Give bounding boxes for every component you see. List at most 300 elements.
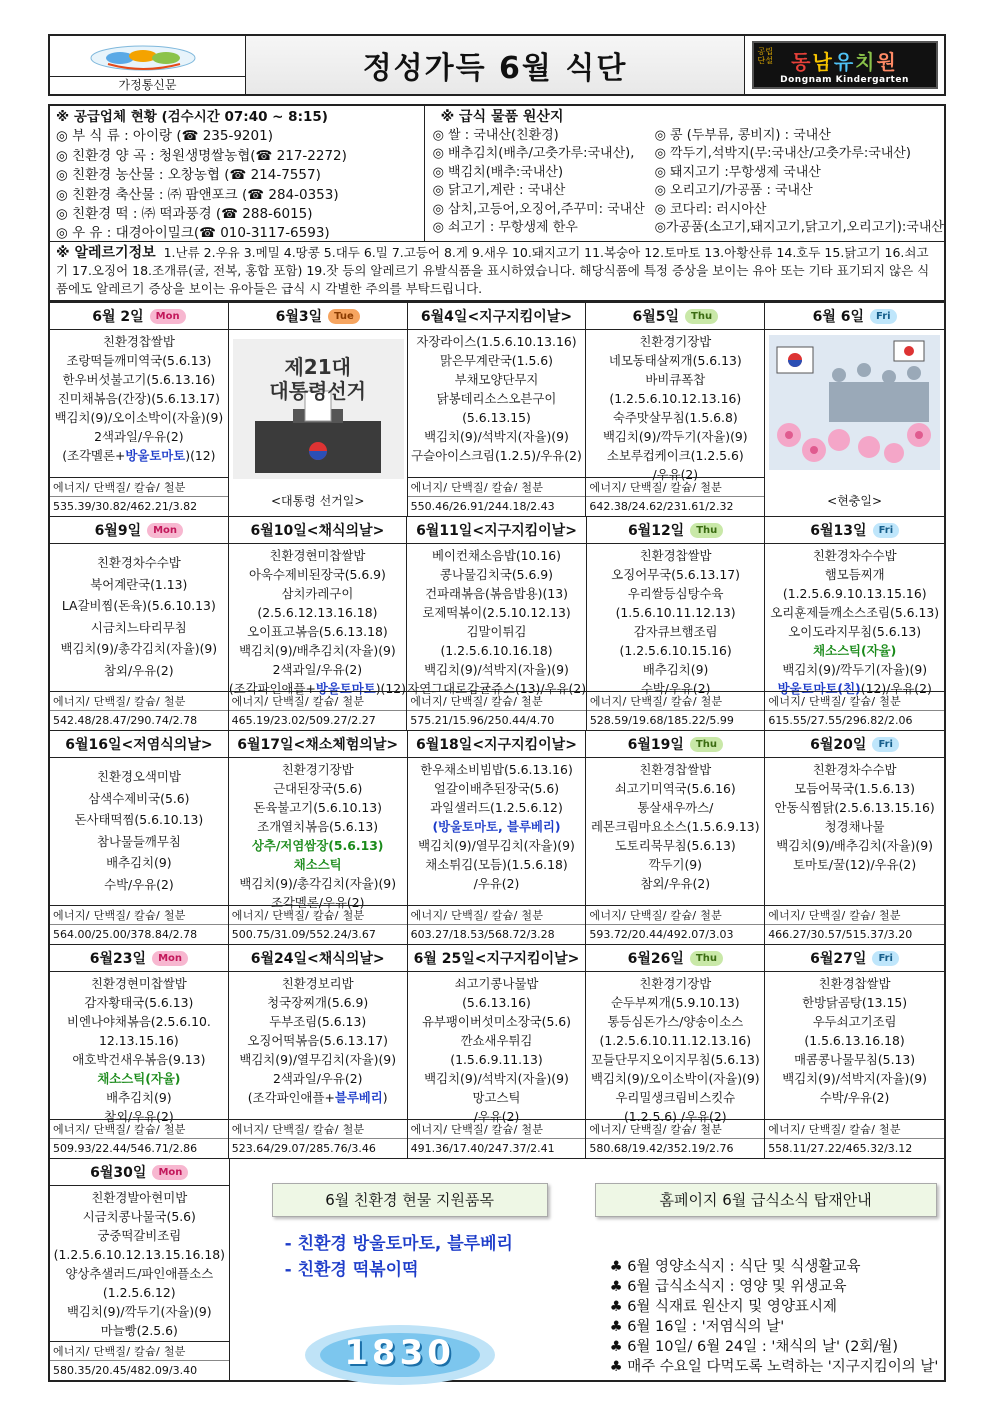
nutrition-info	[50, 691, 228, 731]
day-cell	[765, 517, 944, 731]
week-row	[50, 302, 944, 516]
menu-item: 깍두기(9)	[648, 857, 703, 872]
menu-item: 수박/우유(2)	[104, 876, 174, 892]
kindergarten-english-name: Dongnam Kindergarten	[780, 74, 909, 85]
menu-item: 안동식찜닭(2.5.6.13.15.16)	[774, 800, 935, 815]
menu-item: 근대된장국(5.6)	[273, 781, 363, 796]
menu-item: 백김치(9)/깍두기(자율)(9)	[66, 1304, 212, 1319]
nutrition-label: 에너지/ 단백질/ 칼슘/ 철분	[408, 478, 586, 497]
menu-grid	[48, 302, 946, 1382]
origin-item: ◎가공품(소고기,돼지고기,닭고기,오리고기):국내산	[654, 220, 944, 235]
menu-item: 친환경현미찹쌀밥	[269, 548, 366, 563]
day-cell	[50, 517, 229, 731]
day-cell	[408, 303, 587, 517]
nutrition-values: 593.72/20.44/492.07/3.03	[589, 928, 734, 941]
day-header	[229, 517, 407, 544]
menu-item: LA갈비찜(돈육)(5.6.10.13)	[61, 598, 216, 613]
menu-list	[229, 330, 407, 332]
nutrition-label: 에너지/ 단백질/ 칼슘/ 철분	[765, 1120, 944, 1139]
menu-text-part: (조각파인애플+	[228, 681, 316, 696]
nutrition-label: 에너지/ 단백질/ 칼슘/ 철분	[229, 1120, 407, 1139]
day-header	[765, 731, 944, 758]
menu-item: /우유(2)	[473, 1109, 520, 1124]
origin-list	[425, 106, 944, 241]
origin-item: ◎ 쇠고기 : 무항생제 한우	[432, 220, 578, 235]
menu-item: 오징어떡볶음(5.6.13.17)	[247, 1033, 388, 1048]
day-cell	[587, 517, 766, 731]
weekday-badge: Mon	[152, 1165, 188, 1180]
menu-item: 친환경발아현미밥	[91, 1190, 188, 1205]
menu-list	[765, 972, 944, 1107]
weekday-badge: Mon	[147, 523, 183, 538]
weekday-badge: Mon	[152, 951, 188, 966]
menu-item: 한우버섯불고기(5.6.13.16)	[62, 372, 216, 387]
menu-item: 애호박건새우볶음(9.13)	[72, 1052, 206, 1067]
page-title: 정성가득 6월 식단	[246, 36, 744, 94]
origin-item: ◎ 돼지고기 :무항생제 국내산	[654, 164, 821, 180]
menu-list	[50, 758, 228, 895]
menu-list	[586, 972, 764, 1126]
day-cell	[765, 945, 944, 1159]
menu-item: 통살새우까스/	[637, 800, 714, 815]
day-cell	[765, 731, 944, 945]
nutrition-info	[408, 905, 586, 945]
nutrition-values: 580.68/19.42/352.19/2.76	[589, 1142, 734, 1155]
menu-item: 친환경기장밥	[281, 762, 354, 777]
day-date: 6월24일<채식의날>	[250, 951, 385, 967]
day-header	[765, 517, 944, 544]
menu-item: (5.6.13.16)	[462, 995, 531, 1010]
day-date: 6월13일	[810, 523, 867, 539]
day-date: 6월11일<지구지킴이날>	[416, 523, 577, 539]
menu-item: 친환경오색미밥	[97, 769, 181, 784]
menu-item: 과일샐러드(1.2.5.6.12)	[430, 800, 563, 815]
day-header	[587, 517, 765, 544]
day-date: 6월10일<채식의날>	[250, 523, 385, 539]
kindergarten-name: 동남유치원	[791, 49, 898, 74]
menu-item: 참나물들깨무침	[97, 833, 181, 849]
day-date: 6월19일	[627, 737, 684, 753]
menu-item: 백김치(9)/배추김치(자율)(9)	[776, 838, 933, 853]
menu-item: 닭봉데리소스오븐구이	[436, 391, 557, 406]
day-date: 6월18일<지구지킴이날>	[416, 737, 577, 753]
origin-item: ◎ 쌀 : 국내산(친환경)	[432, 127, 559, 143]
nutrition-values: 580.35/20.45/482.09/3.40	[53, 1364, 198, 1377]
day-date: 6월12일	[627, 523, 685, 539]
menu-item: 양상추샐러드/파인애플소스	[65, 1266, 214, 1281]
menu-text-part: )(12)	[375, 681, 406, 696]
day-header	[50, 517, 228, 544]
menu-item: 조각멜론/우유(2)	[270, 895, 365, 910]
menu-item: 친환경차수수밥	[812, 548, 897, 563]
day-header	[50, 1159, 229, 1186]
day-cell	[229, 731, 408, 945]
menu-item: 건파래볶음(볶음밥용)(13)	[425, 586, 568, 601]
menu-list	[408, 330, 586, 465]
weekday-badge: Fri	[870, 309, 897, 324]
supplier-line: ◎ 친환경 농산물 : 오창농협 (☎ 214-7557)	[56, 167, 321, 184]
weekday-badge: Thu	[685, 309, 718, 324]
menu-item: 햄모듬찌개	[824, 567, 885, 582]
menu-list	[407, 544, 586, 698]
menu-item: 베이컨채소음밥(10.16)	[432, 548, 561, 563]
nutrition-label: 에너지/ 단백질/ 칼슘/ 철분	[407, 692, 586, 711]
kindergarten-logo	[752, 41, 938, 89]
notice-item: ♣ 6월 16일 : '저염식의 날'	[609, 1319, 785, 1335]
menu-item: 오이표고볶음(5.6.13.18)	[247, 624, 388, 639]
notice-item: ♣ 매주 수요일 다먹도록 노력하는 '지구지킴이의 날'	[609, 1359, 939, 1375]
notice-item: ♣ 6월 급식소식지 : 영양 및 위생교육	[609, 1279, 847, 1295]
election-title: 제21대	[284, 355, 351, 379]
menu-item: 한우채소비빔밥(5.6.13.16)	[420, 762, 573, 777]
day-header	[229, 303, 407, 330]
allergy-title: ※ 알레르기정보	[56, 245, 156, 261]
nutrition-info	[229, 691, 407, 731]
menu-item-extra	[229, 1088, 407, 1107]
day-cell	[586, 731, 765, 945]
menu-item: 우리쌀등심탕수육	[627, 586, 724, 601]
menu-item: 돈사태떡찜(5.6.10.13)	[74, 812, 204, 827]
menu-item: (1.5.6.9.11.13)	[450, 1052, 543, 1067]
day-header	[586, 303, 764, 330]
nutrition-values: 528.59/19.68/185.22/5.99	[589, 714, 734, 727]
menu-item: 도토리묵무침(5.6.13)	[614, 838, 736, 853]
menu-item: 2색과일/우유(2)	[94, 429, 184, 444]
menu-list	[408, 972, 586, 1126]
day-date: 6월27일	[810, 951, 867, 967]
menu-item: 참외/우유(2)	[640, 876, 711, 891]
supplier-list	[50, 106, 425, 241]
menu-item: 매콤콩나물무침(5.13)	[794, 1052, 916, 1067]
menu-item: 맑은무계란국(1.5.6)	[439, 353, 553, 368]
menu-item-highlight: 상추/저염쌈장(5.6.13)	[251, 838, 384, 853]
menu-item: 친환경찹쌀밥	[818, 976, 891, 991]
eco-support-list	[285, 1231, 513, 1283]
origin-item: ◎ 백김치(배추:국내산)	[432, 164, 564, 180]
menu-list	[586, 758, 764, 893]
day-cell	[408, 945, 587, 1159]
day-cell	[408, 731, 587, 945]
origin-row	[433, 182, 944, 201]
day-header	[229, 731, 407, 758]
menu-item: (1.2.5.6) /우유(2)	[623, 1109, 727, 1124]
menu-item: 바비큐폭찹	[645, 372, 706, 387]
eco-item: - 친환경 떡볶이떡	[284, 1260, 419, 1280]
menu-list	[765, 758, 944, 874]
menu-item: 백김치(9)/석박지(자율)(9)	[424, 1071, 569, 1086]
weekday-badge: Thu	[690, 737, 723, 752]
info-section	[48, 104, 946, 302]
day-date: 6월4일<지구지킴이날>	[420, 309, 573, 325]
day-header	[765, 945, 944, 972]
menu-item: 로제떡볶이(2.5.10.12.13)	[422, 605, 571, 620]
menu-item: 백김치(9)/배추김치(자율)(9)	[239, 643, 396, 658]
menu-text-part: (조각멜론+	[62, 448, 126, 463]
origin-item: ◎ 오리고기/가공품 : 국내산	[654, 183, 813, 198]
menu-list	[229, 972, 407, 1107]
nutrition-values: 466.27/30.57/515.37/3.20	[768, 928, 913, 941]
menu-item: 자장라이스(1.5.6.10.13.16)	[416, 334, 577, 349]
nutrition-info	[765, 1119, 944, 1159]
nutrition-label: 에너지/ 단백질/ 칼슘/ 철분	[587, 692, 765, 711]
menu-item: 한방닭곰탕(13.15)	[802, 995, 908, 1010]
menu-item: (1.2.5.6.10.11.12.13.16)	[599, 1033, 752, 1048]
day-date: 6월17일<채소체험의날>	[237, 737, 399, 753]
menu-item: (1.2.5.6.10.15.16)	[619, 643, 732, 658]
day-date: 6월26일	[627, 951, 684, 967]
origin-item: ◎ 배추김치(배추/고춧가루:국내산),	[432, 146, 635, 161]
week-row	[50, 516, 944, 730]
weekday-badge: Fri	[872, 737, 899, 752]
menu-item: 백김치(9)/오이소박이(자율)(9)	[54, 410, 224, 425]
menu-item: 삼치카레구이	[281, 586, 354, 601]
origin-row	[433, 219, 944, 238]
menu-list	[765, 330, 944, 332]
menu-item: 삼색수제비국(5.6)	[88, 790, 190, 806]
day-header	[50, 303, 228, 330]
menu-item: 돈육불고기(5.6.10.13)	[253, 800, 383, 815]
menu-item: 북어계란국(1.13)	[90, 576, 188, 592]
nutrition-label: 에너지/ 단백질/ 칼슘/ 철분	[408, 906, 586, 925]
menu-item: 쇠고기콩나물밥	[454, 976, 539, 991]
menu-list	[229, 544, 407, 698]
menu-item: (1.2.5.6.9.10.13.15.16)	[782, 586, 927, 601]
nutrition-values: 642.38/24.62/231.61/2.32	[589, 500, 734, 513]
nutrition-label: 에너지/ 단백질/ 칼슘/ 철분	[50, 906, 228, 925]
menu-item: 네모동태살찌개(5.6.13)	[608, 353, 742, 368]
menu-item: 숙주맛살무침(1.5.6.8)	[612, 410, 738, 425]
nutrition-info	[586, 905, 764, 945]
origin-row	[433, 145, 944, 164]
nutrition-info	[50, 477, 228, 517]
nutrition-values: 615.55/27.55/296.82/2.06	[768, 714, 913, 727]
menu-item: (5.6.13.15)	[462, 410, 531, 425]
menu-item: 우두쇠고기조림	[812, 1014, 897, 1029]
day-date: 6월30일	[90, 1165, 147, 1181]
menu-item: (2.5.6.12.13.16.18)	[257, 605, 378, 620]
day-date: 6월 6일	[812, 309, 864, 325]
menu-item: 채소튀김(모듬)(1.5.6.18)	[425, 857, 568, 872]
origin-item: ◎ 콩 (두부류, 콩비지) : 국내산	[654, 127, 831, 143]
menu-item: 부채모양단무지	[454, 372, 539, 387]
nutrition-info	[50, 905, 228, 945]
day-cell	[765, 303, 944, 517]
day-date: 6월3일	[275, 309, 323, 325]
menu-text-part: 방울토마토	[315, 681, 376, 696]
menu-item: 백김치(9)/총각김치(자율)(9)	[239, 876, 397, 891]
menu-item: 유부팽이버섯미소장국(5.6)	[421, 1014, 572, 1029]
school-logo-icon	[88, 44, 198, 72]
day-date: 6월 2일	[92, 309, 144, 325]
menu-item: 수박/우유(2)	[640, 681, 711, 696]
day-header	[765, 303, 944, 330]
menu-item: 순두부찌개(5.9.10.13)	[610, 995, 740, 1010]
menu-item: 친환경차수수밥	[812, 762, 897, 777]
menu-item: 백김치(9)/오이소박이(자율)(9)	[590, 1071, 760, 1086]
menu-item: 2색과일/우유(2)	[272, 1071, 363, 1086]
menu-list	[587, 544, 765, 698]
nutrition-values: 542.48/28.47/290.74/2.78	[53, 714, 198, 727]
1830-badge-icon	[300, 1317, 500, 1389]
supplier-line: ◎ 부 식 류 : 아이랑 (☎ 235-9201)	[56, 128, 273, 145]
day-date: 6월5일	[632, 309, 680, 325]
menu-text-part: 방울토마토	[125, 448, 186, 463]
menu-item: 참외/우유(2)	[104, 1109, 174, 1124]
day-cell	[229, 303, 408, 517]
day-cell	[50, 1159, 230, 1381]
menu-item: (1.2.5.6.10.16.18)	[440, 643, 553, 658]
menu-item: 백김치(9)/깍두기(자율)(9)	[782, 662, 928, 677]
origin-row	[433, 164, 944, 183]
menu-item: 꼬들단무지오이지무침(5.6.13)	[590, 1052, 760, 1067]
menu-item: 친환경차수수밥	[96, 555, 181, 570]
supplier-line: ◎ 친환경 떡 : ㈜ 떡과풍경 (☎ 288-6015)	[56, 206, 313, 223]
nutrition-info	[765, 905, 944, 945]
day-date: 6월16일<저염식의날>	[65, 737, 213, 753]
menu-item: (1.5.6.10.11.12.13)	[615, 605, 736, 620]
nutrition-label: 에너지/ 단백질/ 칼슘/ 철분	[586, 478, 764, 497]
weekday-badge: Thu	[690, 523, 723, 538]
menu-item: 자연그대로감귤쥬스(13)/우유(2)	[407, 681, 587, 696]
nutrition-label: 에너지/ 단백질/ 칼슘/ 철분	[50, 478, 228, 497]
nutrition-info	[586, 1119, 764, 1159]
day-cell	[50, 731, 229, 945]
nutrition-values: 564.00/25.00/378.84/2.78	[53, 928, 198, 941]
nutrition-info	[587, 691, 765, 731]
memorial-day-illustration	[769, 335, 940, 474]
menu-item-highlight: (방울토마토, 블루베리)	[432, 819, 561, 834]
menu-item: 친환경기장밥	[639, 334, 712, 349]
menu-item: 오리훈제들깨소스조림(5.6.13)	[770, 605, 940, 620]
menu-item: 백김치(9)/열무김치(자율)(9)	[418, 838, 575, 853]
menu-item: 진미채볶음(간장)(5.6.13.17)	[57, 391, 221, 406]
menu-item: (1.2.5.6.12)	[102, 1285, 176, 1300]
day-header	[586, 731, 764, 758]
nutrition-info	[229, 1119, 407, 1159]
menu-list	[50, 544, 228, 681]
nutrition-values: 465.19/23.02/509.27/2.27	[231, 714, 376, 727]
badge-text: 1830	[344, 1333, 455, 1373]
nutrition-label: 에너지/ 단백질/ 칼슘/ 철분	[50, 692, 228, 711]
menu-list	[50, 330, 228, 465]
menu-item: 시금치콩나물국(5.6)	[82, 1209, 196, 1224]
day-cell	[229, 945, 408, 1159]
homepage-notice-title: 홈페이지 6월 급식소식 탑재안내	[595, 1183, 937, 1217]
day-cell	[50, 945, 229, 1159]
origin-item: ◎ 닭고기,계란 : 국내산	[432, 183, 566, 198]
menu-item: 배추김치(9)	[106, 855, 172, 870]
menu-list	[229, 758, 407, 912]
menu-item: 오징어무국(5.6.13.17)	[611, 567, 740, 582]
nutrition-values: 500.75/31.09/552.24/3.67	[231, 928, 376, 941]
eco-support-title: 6월 친환경 현물 지원품목	[272, 1183, 548, 1217]
nutrition-label: 에너지/ 단백질/ 칼슘/ 철분	[765, 692, 944, 711]
menu-item: 참외/우유(2)	[104, 662, 174, 678]
eco-item: - 친환경 방울토마토, 블루베리	[284, 1234, 513, 1254]
page	[48, 34, 946, 1382]
nutrition-values: 550.46/26.91/244.18/2.43	[410, 500, 555, 513]
notice-area	[230, 1159, 944, 1380]
menu-item: 배추김치(9)	[106, 1090, 172, 1105]
menu-item: 쇠고기미역국(5.6.16)	[614, 781, 736, 796]
menu-item: 비엔나야채볶음(2.5.6.10.	[67, 1014, 211, 1029]
nutrition-info	[50, 1119, 228, 1159]
day-header	[586, 945, 764, 972]
day-header	[229, 945, 407, 972]
day-cell	[586, 303, 765, 517]
menu-text-part: (조각파인애플+	[247, 1090, 335, 1105]
weekday-badge: Tue	[328, 309, 360, 324]
menu-item: 콩나물김치국(5.6.9)	[440, 567, 554, 582]
menu-item: 백김치(9)/총각김치(자율)(9)	[60, 641, 218, 656]
nutrition-values: 535.39/30.82/462.21/3.82	[53, 500, 198, 513]
nutrition-label: 에너지/ 단백질/ 칼슘/ 철분	[408, 1120, 586, 1139]
menu-item: 친환경찹쌀밥	[639, 762, 712, 777]
menu-list	[765, 544, 944, 698]
nutrition-info	[50, 1341, 229, 1381]
weekday-badge: Thu	[690, 951, 723, 966]
menu-item: 친환경기장밥	[639, 976, 712, 991]
nutrition-label: 에너지/ 단백질/ 칼슘/ 철분	[229, 692, 407, 711]
week-row	[50, 730, 944, 944]
menu-item: 조개열치볶음(5.6.13)	[257, 819, 379, 834]
day-cell	[407, 517, 587, 731]
day-date: 6월23일	[89, 951, 147, 967]
menu-item: 소보루컵케이크(1.2.5.6)	[606, 448, 744, 463]
day-header	[50, 945, 228, 972]
menu-item-highlight: 채소스틱(자율)	[97, 1071, 181, 1086]
menu-item: 마늘빵(2.5.6)	[100, 1323, 178, 1338]
menu-item: 백김치(9)/열무김치(자율)(9)	[239, 1052, 397, 1067]
notice-item: ♣ 6월 10일/ 6월 24일 : '채식의 날' (2회/월)	[609, 1339, 899, 1355]
menu-text-part: )(12)	[185, 448, 216, 463]
menu-item-highlight: 채소스틱	[293, 857, 342, 872]
day-header	[407, 517, 586, 544]
nutrition-values: 603.27/18.53/568.72/3.28	[410, 928, 555, 941]
menu-item: 김말이튀김	[466, 624, 527, 639]
newsletter-label: 가정통신문	[50, 76, 245, 94]
header-right	[744, 36, 944, 94]
nutrition-info	[229, 905, 407, 945]
allergy-info	[50, 242, 944, 300]
supplier-title: ※ 공급업체 현황 (검수시간 07:40 ~ 8:15)	[56, 109, 328, 125]
menu-item: 감자황태국(5.6.13)	[84, 995, 194, 1010]
day-date: 6월9일	[94, 523, 142, 539]
holiday-caption: <대통령 선거일>	[270, 494, 365, 508]
header	[48, 34, 946, 96]
homepage-notice-list	[610, 1257, 939, 1377]
header-left	[50, 36, 246, 94]
menu-item: 통등심돈가스/양송이소스	[607, 1014, 744, 1029]
origin-item: ◎ 삼치,고등어,오징어,주꾸미: 국내산	[432, 201, 645, 217]
menu-item: 두부조림(5.6.13)	[269, 1014, 367, 1029]
nutrition-label: 에너지/ 단백질/ 칼슘/ 철분	[229, 906, 407, 925]
allergy-text: 1.난류 2.우유 3.메밀 4.땅콩 5.대두 6.밀 7.고등어 8.게 9.새우 10.돼지고기 11.복숭아 12.토마토 13.아황산류 14.호두 15.닭고기 16.쇠고기 17.오징어 18.조개류(굴, 전복, 홍합 포함) 19.잣 등의 알레르기 유발식품을 표시하였습니다. 해당식품에 특정 증상을 보이는 유아 또는 기타 표기되지 않은 식품에도 알레르기 증상을 보이는 유아들은 급식 시 각별한 주의를 부탁드립니다.	[56, 245, 930, 296]
holiday-caption: <현충일>	[827, 494, 883, 508]
nutrition-label: 에너지/ 단백질/ 칼슘/ 철분	[50, 1342, 229, 1361]
weekday-badge: Mon	[150, 309, 186, 324]
nutrition-values: 491.36/17.40/247.37/2.41	[410, 1142, 555, 1155]
menu-item: 조랑떡들깨미역국(5.6.13)	[66, 353, 212, 368]
nutrition-info	[765, 691, 944, 731]
menu-text-part: )	[382, 1090, 388, 1105]
weekday-badge: Fri	[872, 951, 899, 966]
election-title: 대통령선거	[269, 379, 366, 403]
nutrition-label: 에너지/ 단백질/ 칼슘/ 철분	[50, 1120, 228, 1139]
menu-item: 백김치(9)/석박지(자율)(9)	[424, 662, 569, 677]
menu-item: 12.13.15.16)	[99, 1033, 179, 1048]
origin-item: ◎ 깍두기,석박지(무:국내산/고춧가루:국내산)	[654, 146, 911, 161]
